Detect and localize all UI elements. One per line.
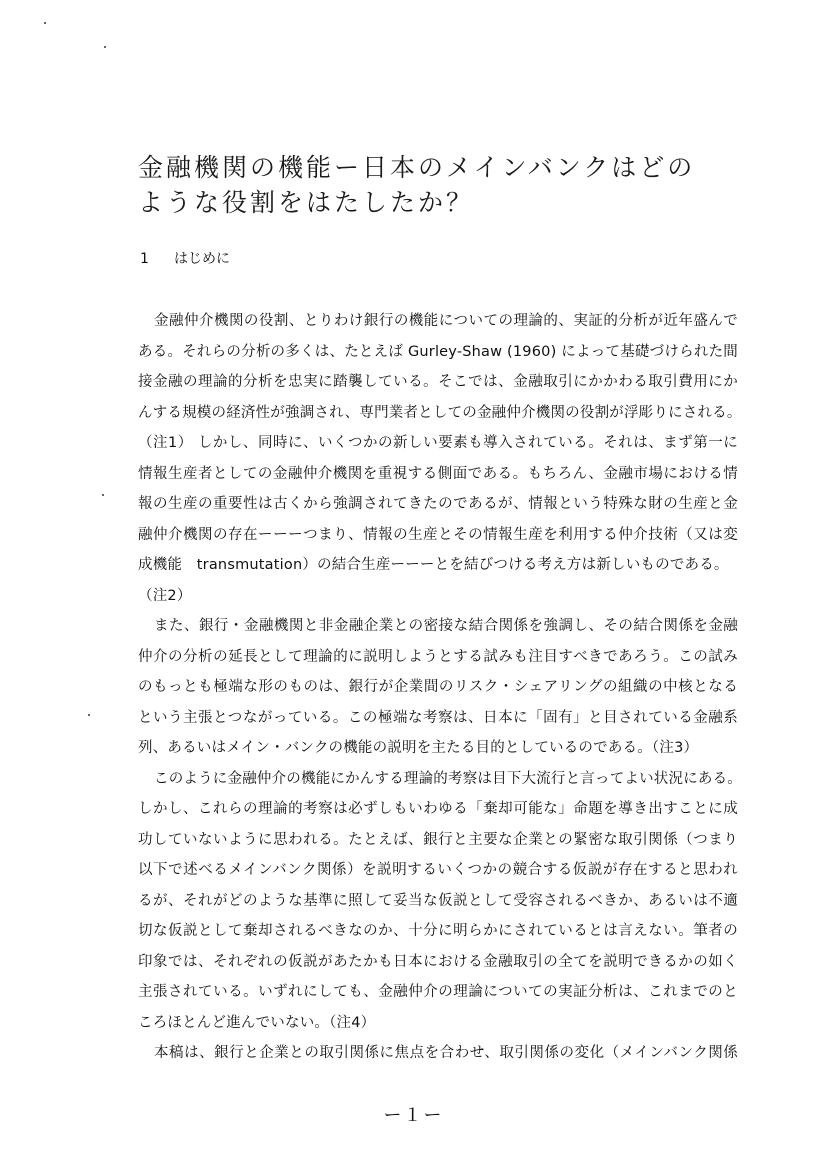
body-line: このように金融仲介の機能にかんする理論的考察は目下大流行と言ってよい状況にある。 xyxy=(154,770,742,787)
body-line: ころほとんど進んでいない。（注4） xyxy=(138,1014,376,1031)
title-line-1: 金融機関の機能ー日本のメインバンクはどの xyxy=(138,153,696,182)
body-line: るが、それがどのような基準に照して妥当な仮説として受容されるべきか、あるいは不適 xyxy=(138,892,738,909)
body-line: のもっとも極端な形のものは、銀行が企業間のリスク・シェアリングの組織の中核となる xyxy=(138,679,738,695)
body-line: 情報生産者としての金融仲介機関を重視する側面である。もちろん、金融市場における情 xyxy=(138,465,738,482)
body-line: 金融仲介機関の役割、とりわけ銀行の機能についての理論的、実証的分析が近年盛んで xyxy=(154,313,738,329)
scan-speck xyxy=(44,22,46,24)
body-line: 仲介の分析の延長として理論的に説明しようとする試みも注目すべきであろう。この試み xyxy=(138,648,738,665)
section-title: はじめに xyxy=(174,251,230,267)
page-number: ー１ー xyxy=(383,1105,444,1126)
scan-speck xyxy=(104,46,106,48)
body-line: 成機能 transmutation）の結合生産ーーーとを結びつける考え方は新しいものである。 xyxy=(138,557,729,573)
scan-speck xyxy=(102,494,104,496)
body-line: 融仲介機関の存在ーーーつまり、情報の生産とその情報生産を利用する仲介技術（又は変 xyxy=(138,526,738,543)
body-line: 印象では、それぞれの仮説があたかも日本における金融取引の全てを説明できるかの如く xyxy=(138,953,738,970)
body-line: 以下で述べるメインバンク関係）を説明するいくつかの競合する仮説が存在すると思われ xyxy=(138,862,738,878)
body-line: また、銀行・金融機関と非金融企業との密接な結合関係を強調し、その結合関係を金融 xyxy=(154,618,738,634)
body-text xyxy=(138,306,742,1069)
title-line-2: ような役割をはたしたか？ xyxy=(138,188,475,217)
section-heading xyxy=(140,251,230,267)
body-line: ある。それらの分析の多くは、たとえば Gurley-Shaw (1960) によって基礎づけられた間 xyxy=(138,343,738,360)
body-line: 列、あるいはメイン・バンクの機能の説明を主たる目的としているのである。（注3） xyxy=(138,740,699,756)
body-line: 功していないように思われる。たとえば、銀行と主要な企業との緊密な取引関係（つまり xyxy=(138,831,738,848)
scan-speck xyxy=(88,714,90,716)
body-line: という主張とつながっている。この極端な考察は、日本に「固有」と目されている金融系 xyxy=(138,709,738,726)
body-line: （注2） xyxy=(138,587,192,604)
body-line: 切な仮説として棄却されるべきなのか、十分に明らかにされているとは言えない。筆者の xyxy=(138,923,738,939)
body-line: 本稿は、銀行と企業との取引関係に焦点を合わせ、取引関係の変化（メインバンク関係 xyxy=(154,1045,738,1061)
body-line: しかし、これらの理論的考察は必ずしもいわゆる「棄却可能な」命題を導き出すことに成 xyxy=(138,801,738,817)
body-line: 主張されている。いずれにしても、金融仲介の理論についての実証分析は、これまでのと xyxy=(138,984,738,1000)
body-line: んする規模の経済性が強調され、専門業者としての金融仲介機関の役割が浮彫りにされる。 xyxy=(138,404,742,421)
paper-title xyxy=(138,150,758,220)
body-line: （注1） しかし、同時に、いくつかの新しい要素も導入されている。それは、まず第一に xyxy=(138,435,738,451)
body-line: 接金融の理論的分析を忠実に踏襲している。そこでは、金融取引にかかわる取引費用にか xyxy=(138,374,738,390)
section-number: 1 xyxy=(140,251,149,267)
body-line: 報の生産の重要性は古くから強調されてきたのであるが、情報という特殊な財の生産と金 xyxy=(138,496,738,512)
